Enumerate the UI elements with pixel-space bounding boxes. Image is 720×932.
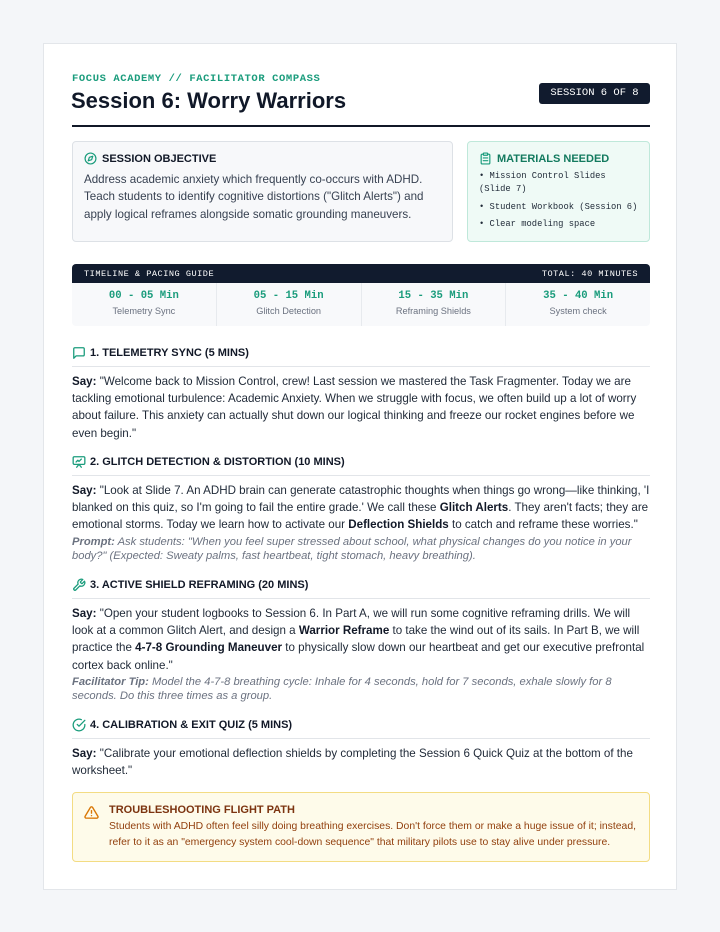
term-deflection-shields: Deflection Shields	[348, 518, 449, 532]
section-script	[72, 745, 650, 779]
section-heading: 1. TELEMETRY SYNC (5 MINS)	[90, 347, 249, 359]
section-header	[72, 455, 650, 476]
timeline-segment	[217, 283, 362, 326]
timeline-segment	[72, 283, 217, 326]
header-divider	[72, 125, 650, 127]
header-kicker: FOCUS ACADEMY // FACILITATOR COMPASS	[72, 73, 321, 85]
timeline-segments	[72, 283, 650, 326]
segment-label: System check	[549, 306, 607, 316]
facilitator-tip	[72, 675, 650, 703]
materials-box	[467, 141, 650, 242]
check-circle-icon	[72, 718, 86, 732]
timeline-segment	[362, 283, 507, 326]
compass-icon	[84, 152, 97, 165]
say-label: Say:	[72, 484, 97, 497]
section-heading: 3. ACTIVE SHIELD REFRAMING (20 MINS)	[90, 579, 309, 591]
materials-list	[479, 170, 638, 232]
say-text: "Welcome back to Mission Control, crew! Last session we mastered the Task Fragmenter. Today we are tackling emotional turbulence: Academic Anxiety. When we struggle with focus, we often build up a lot of worry about failure. This anxiety can actually shut down our logical thinking and freeze our rocket engines before we even begin."	[72, 375, 637, 440]
section-script	[72, 482, 650, 534]
timeline-header	[72, 264, 650, 283]
say-label: Say:	[72, 607, 97, 620]
say-text: to take the wind out of its sails. In Part B, we will practice the	[72, 624, 640, 655]
segment-time: 05 - 15 Min	[253, 290, 324, 302]
section-active-shield-reframing	[72, 578, 650, 703]
say-text: "Calibrate your emotional deflection shields by completing the Session 6 Quick Quiz at the bottom of the worksheet."	[72, 747, 633, 778]
session-objective-box	[72, 141, 453, 242]
section-script	[72, 605, 650, 674]
troubleshooting-heading: TROUBLESHOOTING FLIGHT PATH	[109, 804, 295, 816]
objective-heading: SESSION OBJECTIVE	[102, 152, 217, 165]
section-heading: 4. CALIBRATION & EXIT QUIZ (5 MINS)	[90, 719, 293, 731]
section-script	[72, 373, 650, 442]
tip-text: Model the 4-7-8 breathing cycle: Inhale for 4 seconds, hold for 7 seconds, exhale slowly for 8 seconds. Do this three times as a group.	[72, 675, 612, 703]
segment-time: 00 - 05 Min	[108, 290, 179, 302]
segment-label: Glitch Detection	[256, 306, 322, 316]
say-text: . They aren't facts; they are emotional storms. Today we learn how to activate our	[72, 501, 649, 532]
objective-text: Address academic anxiety which frequently co-occurs with ADHD. Teach students to identify cognitive distortions ("Glitch Alerts") and apply logical reframes alongside somatic grounding maneuvers.	[84, 173, 424, 221]
materials-item: • Student Workbook (Session 6)	[479, 201, 638, 212]
segment-label: Reframing Shields	[395, 306, 471, 316]
section-calibration-exit-quiz	[72, 718, 650, 779]
presentation-icon	[72, 455, 86, 469]
section-header	[72, 718, 650, 739]
page-title: Session 6: Worry Warriors	[71, 88, 347, 113]
prompt-label: Prompt:	[72, 535, 115, 548]
warning-icon	[84, 805, 99, 820]
segment-time: 35 - 40 Min	[543, 290, 614, 302]
wrench-icon	[72, 578, 86, 592]
materials-header	[479, 152, 638, 165]
chat-icon	[72, 346, 86, 360]
session-badge: SESSION 6 OF 8	[539, 83, 650, 104]
section-glitch-detection	[72, 455, 650, 563]
timeline-heading: TIMELINE & PACING GUIDE	[84, 268, 215, 279]
tip-label: Facilitator Tip:	[72, 675, 149, 688]
segment-label: Telemetry Sync	[112, 306, 176, 316]
troubleshooting-callout	[72, 792, 650, 862]
objective-header	[84, 152, 441, 165]
say-label: Say:	[72, 375, 97, 388]
term-warrior-reframe: Warrior Reframe	[298, 624, 390, 638]
section-heading: 2. GLITCH DETECTION & DISTORTION (10 MINS)	[90, 456, 345, 468]
timeline-pacing-guide	[72, 264, 650, 326]
say-text: to physically slow down our heartbeat and get our executive prefrontal cortex back online."	[72, 641, 645, 672]
segment-time: 15 - 35 Min	[398, 290, 469, 302]
timeline-segment	[506, 283, 650, 326]
section-header	[72, 578, 650, 599]
prompt-text: Ask students: "When you feel super stressed about school, what physical changes do you notice in your body?" (Expected: Sweaty palms, fast heartbeat, tight stomach, heavy breathing).	[72, 535, 632, 562]
materials-heading: MATERIALS NEEDED	[497, 152, 610, 165]
say-text: "Look at Slide 7. An ADHD brain can generate catastrophic thoughts when things go wrong—like thinking, 'I blanked on this quiz, so I'm going to fail the entire grade.' We call these	[72, 484, 650, 515]
term-grounding-maneuver: 4-7-8 Grounding Maneuver	[135, 641, 283, 655]
materials-item: • Clear modeling space	[479, 219, 596, 230]
say-text: "Open your student logbooks to Session 6. In Part A, we will run some cognitive reframing drills. We will look at a common Glitch Alert, and design a	[72, 607, 631, 638]
materials-item: • Mission Control Slides (Slide 7)	[479, 171, 606, 195]
worksheet-page	[43, 43, 677, 890]
term-glitch-alerts: Glitch Alerts	[439, 501, 509, 515]
clipboard-icon	[479, 152, 492, 165]
section-telemetry-sync	[72, 346, 650, 442]
say-label: Say:	[72, 747, 97, 760]
section-prompt	[72, 535, 650, 563]
troubleshooting-text: Students with ADHD often feel silly doing breathing exercises. Don't force them or make a huge issue of it; instead, refer to it as an "emergency system cool-down sequence" that military pilots use to stay alive under pressure.	[109, 821, 636, 848]
timeline-total: TOTAL: 40 MINUTES	[541, 268, 638, 279]
say-text: to catch and reframe these worries."	[448, 518, 638, 532]
section-header	[72, 346, 650, 367]
